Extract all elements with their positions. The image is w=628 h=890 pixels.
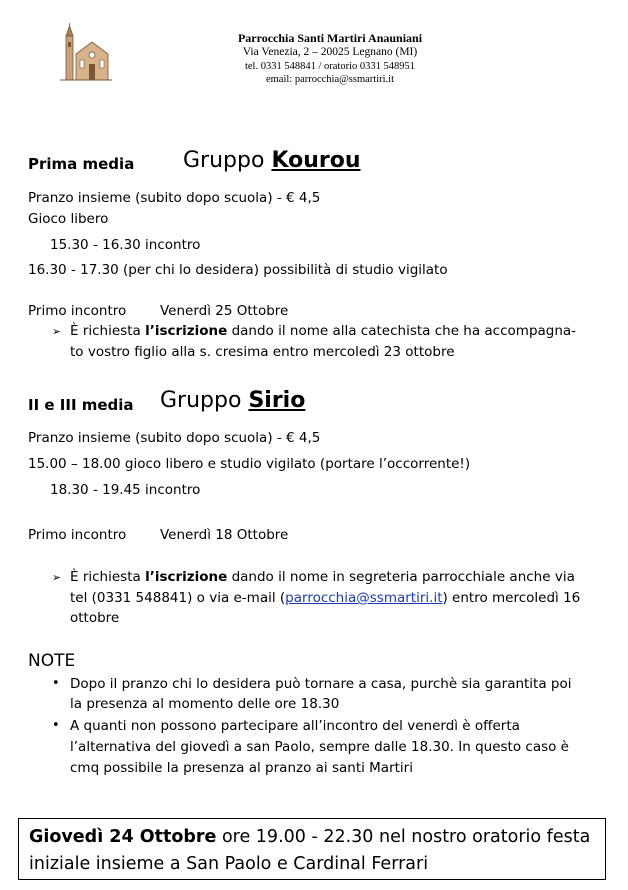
section2-group-name: Sirio (248, 388, 306, 413)
email-link[interactable]: parrocchia@ssmartiri.it (285, 590, 443, 606)
event-date: Giovedì 24 Ottobre (29, 827, 217, 847)
section1-first-meeting-label: Primo incontro (28, 303, 127, 319)
section1-group-prefix: Gruppo (183, 148, 265, 173)
event-text: ore 19.00 - 22.30 nel nostro oratorio festa (216, 827, 591, 847)
section2-note-line3: ottobre (70, 610, 120, 626)
parish-name: Parrocchia Santi Martiri Anauniani (237, 31, 423, 45)
note-text: È richiesta (70, 323, 146, 339)
note-bold: l’iscrizione (145, 323, 228, 339)
bullet-icon: • (52, 676, 60, 691)
section2-line: 15.00 – 18.00 gioco libero e studio vigilato (portare l’occorrente!) (28, 456, 471, 472)
section2-group-prefix: Gruppo (160, 388, 242, 413)
note-text: È richiesta (70, 569, 146, 585)
parish-address: Via Venezia, 2 – 20025 Legnano (MI) (242, 46, 418, 58)
notes-item1-line2: la presenza al momento delle ore 18.30 (70, 696, 340, 712)
note-bold: l’iscrizione (145, 569, 228, 585)
section2-note-line1 (70, 569, 575, 585)
notes-title: NOTE (28, 651, 76, 671)
parish-email: email: parrocchia@ssmartiri.it (265, 74, 395, 85)
note-text: dando il nome in segreteria parrocchiale anche via (227, 569, 575, 585)
section2-level: II e III media (28, 396, 134, 414)
section1-first-meeting-date: Venerdì 25 Ottobre (160, 303, 289, 319)
section1-line: Gioco libero (28, 211, 109, 227)
note-text: ) entro mercoledì 16 (442, 590, 581, 606)
note-text: tel (0331 548841) o via e-mail ( (70, 590, 286, 606)
section1-note-line2: to vostro figlio alla s. cresima entro mercoledì 23 ottobre (70, 344, 455, 360)
section1-line: 15.30 - 16.30 incontro (50, 237, 201, 253)
arrow-bullet-icon: ➢ (52, 325, 62, 338)
notes-item2-line2: l’alternativa del giovedì a san Paolo, sempre dalle 18.30. In questo caso è (70, 739, 569, 755)
section1-line: 16.30 - 17.30 (per chi lo desidera) possibilità di studio vigilato (28, 262, 448, 278)
parish-phones: tel. 0331 548841 / oratorio 0331 548951 (244, 61, 416, 72)
section1-note-line1 (70, 323, 576, 339)
notes-item1-line1: Dopo il pranzo chi lo desidera può tornare a casa, purchè sia garantita poi (70, 676, 572, 692)
section1-group-title (183, 148, 361, 173)
event-line2: iniziale insieme a San Paolo e Cardinal Ferrari (29, 854, 429, 874)
bullet-icon: • (52, 718, 60, 733)
section1-group-name: Kourou (271, 148, 361, 173)
notes-item2-line3: cmq possibile la presenza al pranzo ai santi Martiri (70, 760, 413, 776)
section2-line: 18.30 - 19.45 incontro (50, 482, 201, 498)
event-line1 (29, 824, 595, 851)
section2-note-line2 (70, 590, 580, 606)
arrow-bullet-icon: ➢ (52, 571, 62, 584)
section1-line: Pranzo insieme (subito dopo scuola) - € 4,5 (28, 190, 321, 206)
church-logo (58, 22, 114, 84)
section2-first-meeting-date: Venerdì 18 Ottobre (160, 527, 289, 543)
section1-level: Prima media (28, 155, 135, 173)
section2-line: Pranzo insieme (subito dopo scuola) - € 4,5 (28, 430, 321, 446)
event-box (18, 818, 606, 880)
notes-item2-line1: A quanti non possono partecipare all’incontro del venerdì è offerta (70, 718, 520, 734)
section2-first-meeting-label: Primo incontro (28, 527, 127, 543)
section2-group-title (160, 388, 305, 413)
note-text: dando il nome alla catechista che ha accompagna- (227, 323, 577, 339)
